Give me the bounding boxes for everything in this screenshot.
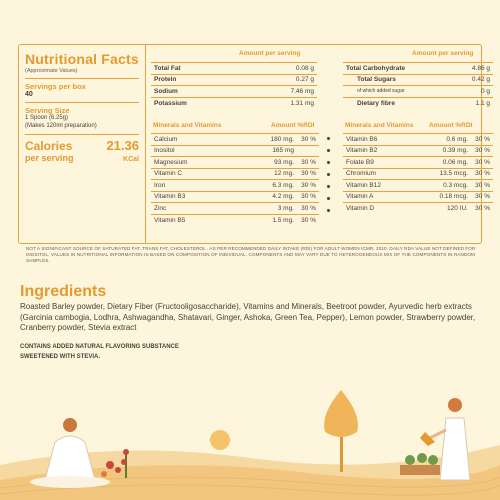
micronutrient-rdi: 30 % [471, 180, 493, 192]
bullet-dots [323, 137, 333, 212]
nutrient-amount: 4.86 g [453, 63, 494, 75]
micronutrient-amount: 93 mg. [235, 157, 297, 169]
macro-row [151, 63, 317, 75]
macro-row [151, 97, 317, 109]
nutrient-name: Sodium [151, 86, 245, 98]
micronutrient-amount: 3 mg. [235, 203, 297, 215]
sun-icon [210, 430, 230, 450]
micronutrient-rdi: 30 % [471, 145, 493, 157]
facts-detail-area [147, 45, 490, 243]
calories-label: Calories [25, 139, 73, 153]
micronutrient-name: Zinc [151, 203, 235, 215]
micronutrient-rdi: 30 % [471, 191, 493, 203]
micronutrient-amount: 0.18 mcg. [412, 191, 471, 203]
micronutrient-rdi: 30 % [297, 168, 319, 180]
micro-row [151, 157, 319, 169]
contains-line-1: CONTAINS ADDED NATURAL FLAVORING SUBSTANCE [20, 344, 179, 350]
micro-row [151, 180, 319, 192]
kcal-unit: KCal [123, 156, 139, 163]
servings-value: 40 [25, 91, 33, 98]
minerals-header-left: Minerals and Vitamins [153, 122, 222, 129]
nutrient-amount: 0.42 g [453, 74, 494, 86]
micronutrient-rdi: 30 % [471, 134, 493, 146]
nutrient-name: Protein [151, 74, 245, 86]
facts-summary-column [19, 45, 146, 243]
micros-left-table [151, 133, 319, 226]
micronutrient-amount: 4.2 mg. [235, 191, 297, 203]
nutrient-name: Total Carbohydrate [343, 63, 453, 75]
micronutrient-name: Vitamin C [151, 168, 235, 180]
micronutrient-amount: 0.6 mg. [412, 134, 471, 146]
micronutrient-amount: 1.5 mg. [235, 214, 297, 226]
divider [25, 102, 139, 103]
contains-line-2: SWEETENED WITH STEVIA. [20, 354, 101, 360]
micros-right-table [343, 133, 493, 214]
rdi-header-left: Amount %RDI [271, 122, 315, 129]
micronutrient-rdi: 30 % [297, 134, 319, 146]
micronutrient-rdi: 30 % [471, 203, 493, 215]
macro-row [151, 86, 317, 98]
servings-label: Servings per box [25, 82, 86, 91]
micro-row [343, 191, 493, 203]
micronutrient-amount: 120 IU. [412, 203, 471, 215]
calories-row [25, 138, 139, 153]
micronutrient-rdi: 30 % [297, 203, 319, 215]
micro-row [151, 168, 319, 180]
micronutrient-amount: 13.5 mcg. [412, 168, 471, 180]
calories-value: 21.36 [106, 138, 139, 153]
micronutrient-name: Vitamin B3 [151, 191, 235, 203]
micronutrient-amount: 0.06 mg. [412, 157, 471, 169]
micronutrient-rdi: 30 % [297, 214, 319, 226]
micro-row [151, 134, 319, 146]
micronutrient-amount: 180 mg. [235, 134, 297, 146]
nutrient-name: Total Fat [151, 63, 245, 75]
serving-size-note: (Makes 120ml preparation) [25, 122, 97, 129]
nutrient-name: Total Sugars [343, 74, 453, 86]
micro-row [343, 145, 493, 157]
micronutrient-name: Chromium [343, 168, 412, 180]
micro-row [343, 180, 493, 192]
micronutrient-name: Calcium [151, 134, 235, 146]
minerals-header-right: Minerals and Vitamins [345, 122, 414, 129]
micro-row [343, 157, 493, 169]
rdi-header-right: Amount %RDI [429, 122, 473, 129]
micronutrient-rdi: 30 % [471, 157, 493, 169]
micronutrient-rdi [297, 145, 319, 157]
macro-row [343, 86, 493, 98]
nutrient-amount: 1.31 mg [245, 97, 317, 109]
micronutrient-amount: 12 mg. [235, 168, 297, 180]
nutrient-amount: 0 g [453, 86, 494, 98]
micronutrient-amount: 0.39 mg. [412, 145, 471, 157]
divider [25, 134, 139, 135]
illustration-scene [0, 370, 500, 500]
micronutrient-amount: 6.3 mg. [235, 180, 297, 192]
micro-row [151, 191, 319, 203]
per-serving-label: per serving [25, 153, 74, 163]
micronutrient-amount: 0.3 mcg. [412, 180, 471, 192]
micronutrient-name: Vitamin D [343, 203, 412, 215]
nutrient-name: Dietary fibre [343, 97, 453, 109]
serving-size-value: 1 Spoon (6.25g) [25, 115, 69, 121]
macro-row [151, 74, 317, 86]
ingredients-title: Ingredients [20, 283, 107, 300]
nutrition-facts-panel [18, 44, 490, 244]
micronutrient-rdi: 30 % [297, 191, 319, 203]
amount-header-right: Amount per serving [412, 50, 474, 57]
micronutrient-name: Inositol [151, 145, 235, 157]
macro-row [343, 74, 493, 86]
nutrient-name: Potassium [151, 97, 245, 109]
micronutrient-rdi: 30 % [297, 157, 319, 169]
macros-left-table [151, 62, 317, 109]
micronutrient-name: Vitamin B5 [151, 214, 235, 226]
macros-right-table [343, 62, 493, 109]
nutrient-amount: 1.1 g [453, 97, 494, 109]
micronutrient-name: Vitamin B12 [343, 180, 412, 192]
micro-row [151, 145, 319, 157]
micro-row [151, 203, 319, 215]
per-serving-row [25, 153, 139, 163]
ingredients-text: Roasted Barley powder, Dietary Fiber (Fructooligosaccharide), Vitamins and Minerals, Beetroot powder, Ayurvedic herb extracts (Garcinia cambogia, Lodhra, Ashwagandha, Shatavari, Ginger, Ashoka, Green Tea, Pepper), Lemon powder, Strawberry powder, Cranberry powder, Stevia extract [20, 302, 476, 332]
micro-row [343, 134, 493, 146]
micronutrient-name: Magnesium [151, 157, 235, 169]
facts-title: Nutritional Facts [25, 51, 139, 67]
micronutrient-amount: 165 mg [235, 145, 297, 157]
nutrient-name: of which added sugar [343, 86, 453, 98]
amount-header-left: Amount per serving [239, 50, 301, 57]
macro-row [343, 97, 493, 109]
micronutrient-name: Vitamin B6 [343, 134, 412, 146]
micro-row [151, 214, 319, 226]
nutrient-amount: 0.08 g [245, 63, 317, 75]
micro-row [343, 203, 493, 215]
disclaimer-footnote: NOT A SIGNIFICANT SOURCE OF SATURATED FAT, TRANS FAT, CHOLESTEROL . AS PER RECOMMENDED DAILY INTAKE (RDI) FOR ADULT WOMEN ICMR, 2010. DAILY RDA VALUE NOT DEFINED FOR INOSITOL. VALUES IN NUTRITIONAL INFORMATION IS BASED ON COMPOSITION OF INDIVIDUAL. COMPONENTS AND MAY VARY DUE TO HETEROGENEOUS MIX OF THE COMPONENTS IN RANDOM SAMPLES. [26, 246, 476, 263]
micronutrient-rdi: 30 % [297, 180, 319, 192]
macro-row [343, 63, 493, 75]
nutrient-amount: 7.46 mg [245, 86, 317, 98]
facts-subtitle: (Approximate Values) [25, 68, 78, 74]
micro-row [343, 168, 493, 180]
contains-note [20, 342, 179, 362]
nutrient-amount: 0.27 g [245, 74, 317, 86]
micronutrient-name: Iron [151, 180, 235, 192]
micronutrient-name: Vitamin A [343, 191, 412, 203]
tree-icon [324, 390, 358, 472]
serving-size-label: Serving Size [25, 106, 70, 115]
divider [25, 78, 139, 79]
micronutrient-name: Vitamin B2 [343, 145, 412, 157]
micronutrient-name: Folate B9 [343, 157, 412, 169]
micronutrient-rdi: 30 % [471, 168, 493, 180]
